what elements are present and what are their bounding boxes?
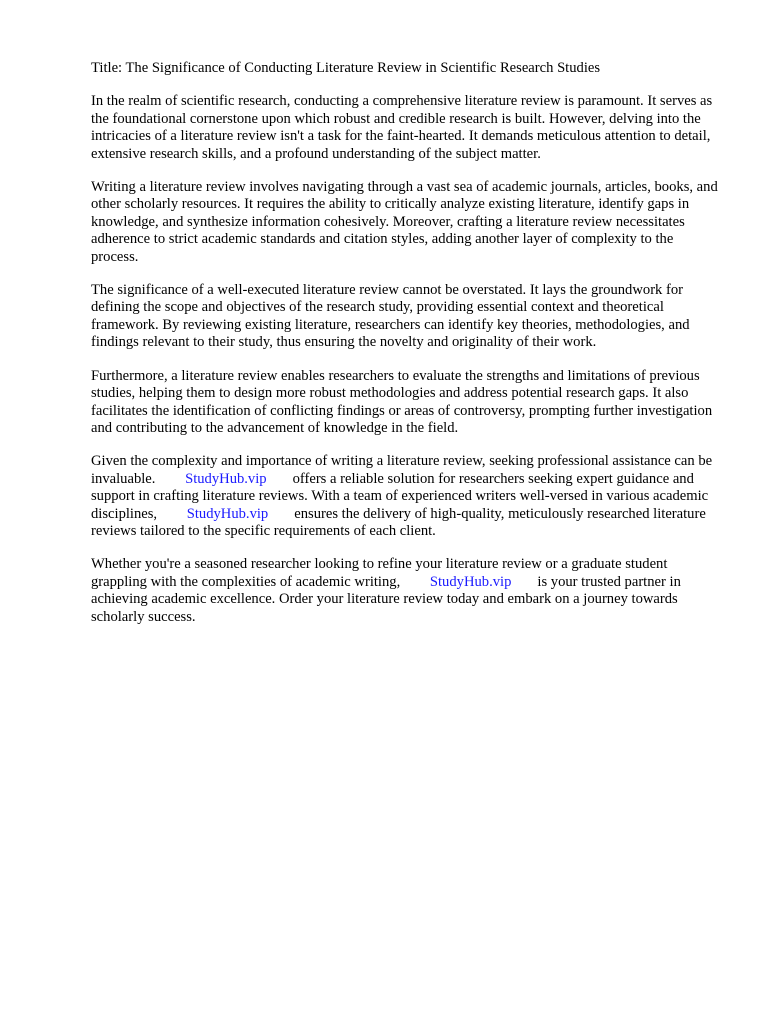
paragraph-5-text-1: Given the complexity and importance of writing a literature review, seeking professional assistance can be invaluable. [91,453,713,487]
document-page [91,60,719,642]
studyhub-link-1[interactable]: StudyHub.vip [185,470,267,487]
document-title: Title: The Significance of Conducting Literature Review in Scientific Research Studies [91,60,601,76]
paragraph-6 [91,556,719,626]
paragraph-1: In the realm of scientific research, conducting a comprehensive literature review is paramount. It serves as the foundational cornerstone upon which robust and credible research is built. However, delving into the intricacies of a literature review isn't a task for the faint-hearted. It demands meticulous attention to detail, extensive research skills, and a profound understanding of the subject matter. [91,93,713,162]
studyhub-link-3[interactable]: StudyHub.vip [429,573,512,590]
paragraph-6-text-1: Whether you're a seasoned researcher looking to refine your literature review or a graduate student grappling with the complexities of academic writing, [91,556,668,590]
paragraph-5 [91,453,719,540]
studyhub-link-2[interactable]: StudyHub.vip [186,505,269,522]
paragraph-6-text-2: is your trusted partner in achieving academic excellence. Order your literature review today and embark on a journey towards scholarly success. [91,573,681,625]
paragraph-2: Writing a literature review involves navigating through a vast sea of academic journals, articles, books, and other scholarly resources. It requires the ability to critically analyze existing literature, identify gaps in knowledge, and synthesize information cohesively. Moreover, crafting a literature review necessitates adherence to strict academic standards and citation styles, adding another layer of complexity to the process. [91,179,718,265]
paragraph-5-text-3: ensures the delivery of high-quality, meticulously researched literature reviews tailored to the specific requirements of each client. [91,505,706,539]
paragraph-5-text-2: offers a reliable solution for researchers seeking expert guidance and support in crafting literature reviews. With a team of experienced writers well-versed in various academic disciplines, [91,470,709,522]
paragraph-4: Furthermore, a literature review enables researchers to evaluate the strengths and limitations of previous studies, helping them to design more robust methodologies and address potential research gaps. It also facilitates the identification of conflicting findings or areas of controversy, prompting further investigation and contributing to the advancement of knowledge in the field. [91,367,713,436]
paragraph-3: The significance of a well-executed literature review cannot be overstated. It lays the groundwork for defining the scope and objectives of the research study, providing essential context and theoretical framework. By reviewing existing literature, researchers can identify key theories, methodologies, and findings relevant to their study, thus ensuring the novelty and originality of their work. [91,282,690,351]
